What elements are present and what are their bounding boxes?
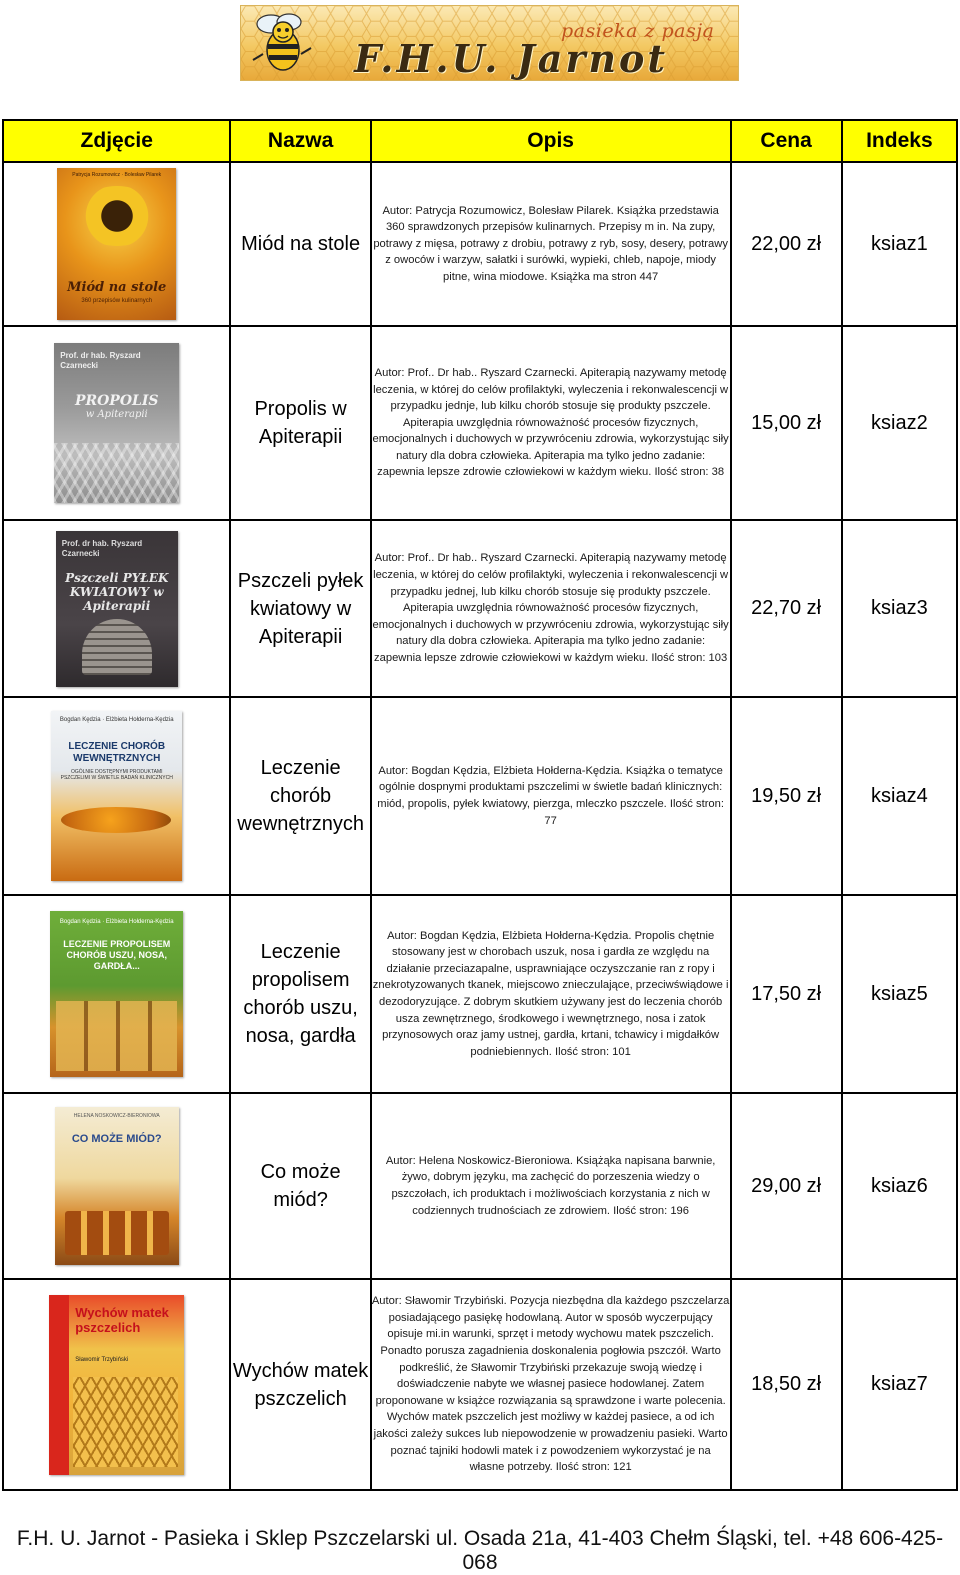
book-cover-image	[54, 343, 179, 503]
product-photo-cell	[3, 697, 230, 895]
product-name: Leczenie propolisem chorób uszu, nosa, gardła	[230, 895, 370, 1093]
propolis-illustration	[56, 1001, 177, 1071]
product-index: ksiaz5	[842, 895, 957, 1093]
product-name: Wychów matek pszczelich	[230, 1279, 370, 1490]
table-row	[3, 895, 957, 1093]
cover-author: Patrycja Rozumowicz · Bolesław Pilarek	[72, 172, 162, 178]
product-description: Autor: Bogdan Kędzia, Elżbieta Hołderna-Kędzia. Propolis chętnie stosowany jest w chorobach uszuk, nosa i gardła ze względu na działanie przeciazapalne, usprawniające oczyszczanie ran z ropy i znekrotyzowanych tkanek, miejscowo znieczulające, przeciwświądowe i dezodoryzujące. Z dobrym skutkiem używany jest do leczenia chorób usza zewnętrznego, środkowego i wewnętrznego, nosa i zatok przynosowych oraz jamy ustnej, gardła, krtani, tchawicy i migdałków podniebiennych. Ilość stron: 101	[371, 895, 731, 1093]
header-description: Opis	[371, 120, 731, 162]
cover-author: HELENA NOSKOWICZ-BIERONIOWA	[73, 1113, 160, 1119]
table-row	[3, 520, 957, 697]
header-name: Nazwa	[230, 120, 370, 162]
cover-author: Bogdan Kędzia · Elżbieta Hołderna-Kędzia	[59, 717, 174, 723]
product-photo-cell	[3, 1093, 230, 1279]
product-index: ksiaz2	[842, 326, 957, 520]
product-name: Co może miód?	[230, 1093, 370, 1279]
product-index: ksiaz1	[842, 162, 957, 326]
queen-cells-illustration	[73, 1377, 178, 1467]
cover-subtitle: OGÓLNIE DOSTĘPNYMI PRODUKTAMI PSZCZELIMI W ŚWIETLE BADAŃ KLINICZNYCH	[60, 769, 173, 781]
table-row	[3, 162, 957, 326]
product-index: ksiaz3	[842, 520, 957, 697]
product-photo-cell	[3, 520, 230, 697]
cover-title: LECZENIE CHORÓB WEWNĘTRZNYCH	[68, 741, 166, 764]
product-description: Autor: Helena Noskowicz-Bieroniowa. Książąka napisana barwnie, żywo, dobrym języku, ma zachęcić do porzeszenia wiedzy o pszczołach, ich produktach i możliwościach korzystania z nich w codziennych trudnościach ze zdrowiem. Ilość stron: 196	[371, 1093, 731, 1279]
product-price: 17,50 zł	[731, 895, 842, 1093]
product-index: ksiaz6	[842, 1093, 957, 1279]
cover-spine	[49, 1295, 69, 1475]
product-price: 22,00 zł	[731, 162, 842, 326]
product-description: Autor: Sławomir Trzybiński. Pozycja niezbędna dla każdego pszczelarza posiadającego pasiękę hodowlaną. Autor w sposób wyczerpujący opisuje mi.in warunki, sprzęt i metody wychowu matek pszczelich. Ponadto porusza zagadnienia doskonalenia pogłowia pszczół. Warto podkreślić, że Sławomir Trzybiński przekazuje swoją wiedzę i doświadczenie nabyte we własnej pasiece hodowlanej. Zatem proponowane w książce rozwiązania są sprawdzone i warte polecenia. Wychów matek pszczelich jest możliwy w każdej pasiece, a od ich jakości zależy sukces lub niepowodzenie w prowadzeniu pasieki. Warto poznać tajniki hodowli matek i z powodzeniem wykorzystać je na własne potrzeby. Ilość stron: 121	[371, 1279, 731, 1490]
header-price: Cena	[731, 120, 842, 162]
product-description: Autor: Patrycja Rozumowicz, Bolesław Pilarek. Książka przedstawia 360 sprawdzonych przepisów kulinarnych. Przepisy m in. Na zupy, potrawy z mięsa, potrawy z drobiu, potrawy z ryb, sosy, desery, potrawy z owoców i warzyw, sałatki i surówki, wypieki, chleb, napoje, miody pitne, wina miodowe. Książka ma stron 447	[371, 162, 731, 326]
cover-title: Pszczeli PYŁEK KWIATOWY w Apiterapii	[65, 570, 169, 613]
cover-author: Prof. dr hab. Ryszard Czarnecki	[60, 351, 141, 370]
header-photo: Zdjęcie	[3, 120, 230, 162]
cover-author: Bogdan Kędzia · Elżbieta Hołderna-Kędzia	[59, 919, 174, 925]
logo-slogan: pasieka z pasją	[561, 20, 715, 42]
book-cover-image	[57, 168, 176, 320]
book-cover-image	[51, 711, 182, 881]
cover-title: Miód na stole	[67, 280, 167, 295]
honey-jars-illustration	[65, 1211, 169, 1255]
book-cover-image	[49, 1295, 184, 1475]
honey-spoon-illustration	[61, 807, 171, 833]
product-index: ksiaz7	[842, 1279, 957, 1490]
product-index: ksiaz4	[842, 697, 957, 895]
cover-subtitle: w Apiterapii	[85, 409, 148, 420]
product-price: 18,50 zł	[731, 1279, 842, 1490]
product-photo-cell	[3, 162, 230, 326]
product-photo-cell	[3, 326, 230, 520]
cover-title: PROPOLIS	[74, 393, 159, 409]
table-row	[3, 326, 957, 520]
product-table	[2, 119, 958, 1491]
product-description: Autor: Prof.. Dr hab.. Ryszard Czarnecki. Apiterapią nazywamy metodę leczenia, w której do celów profilaktyki, wyleczenia i rekonwalescencji w przypadku jednje, lub kilku chorób stosuje się produkty pszczele. Apiterapia uwzględnia równoważność procesów fizycznych, emocjonalnych i duchowych w przywróceniu zdrowia, wykorzystując siły natury dla dobra człowieka. Apiterapia ma tylko jedno zadanie: zapewnia lepsze zdrowie człowiekowi w każdym wieku. Ilość stron: 38	[371, 326, 731, 520]
table-row	[3, 1279, 957, 1490]
book-cover-image	[56, 531, 178, 687]
beehive-illustration	[82, 619, 152, 675]
product-price: 22,70 zł	[731, 520, 842, 697]
book-cover-image	[55, 1107, 179, 1265]
product-name: Miód na stole	[230, 162, 370, 326]
cover-title: CO MOŻE MIÓD?	[71, 1133, 162, 1145]
sunflower-illustration	[75, 186, 159, 246]
product-price: 29,00 zł	[731, 1093, 842, 1279]
product-name: Leczenie chorób wewnętrznych	[230, 697, 370, 895]
table-row	[3, 1093, 957, 1279]
honeycomb-illustration	[54, 443, 179, 503]
table-row	[3, 697, 957, 895]
product-price: 15,00 zł	[731, 326, 842, 520]
logo-brand-name: F.H.U. Jarnot	[354, 36, 668, 81]
header-index: Indeks	[842, 120, 957, 162]
product-name: Propolis w Apiterapii	[230, 326, 370, 520]
cover-subtitle: 360 przepisów kulinarnych	[81, 298, 153, 304]
product-photo-cell	[3, 1279, 230, 1490]
cover-title: LECZENIE PROPOLISEM CHORÓB USZU, NOSA, GARDŁA...	[63, 939, 171, 971]
product-description: Autor: Bogdan Kędzia, Elżbieta Hołderna-Kędzia. Książka o tematyce ogólnie dospnymi produktami pszczelimi w świetle badań klinicznych: miód, propolis, pyłek kwiatowy, pierzga, mleczko pszczele. Ilość stron: 77	[371, 697, 731, 895]
company-logo	[240, 5, 739, 81]
table-header-row	[3, 120, 957, 162]
product-photo-cell	[3, 895, 230, 1093]
cover-title: Wychów matek pszczelich	[75, 1304, 169, 1335]
book-cover-image	[50, 911, 183, 1077]
product-name: Pszczeli pyłek kwiatowy w Apiterapii	[230, 520, 370, 697]
cover-author: Prof. dr hab. Ryszard Czarnecki	[61, 538, 143, 558]
company-contact-footer: F.H. U. Jarnot - Pasieka i Sklep Pszczelarski ul. Osada 21a, 41-403 Chełm Śląski, tel. +48 606-425-068	[16, 1527, 944, 1574]
cover-author: Sławomir Trzybiński	[75, 1356, 129, 1363]
product-price: 19,50 zł	[731, 697, 842, 895]
product-description: Autor: Prof.. Dr hab.. Ryszard Czarnecki. Apiterapią nazywamy metodę leczenia, w której do celów profilaktyki, wyleczenia i rekonwalescencji w przypadku jednej, lub kilku chorób stosuje się produkty pszczele. Apiterapia uwzględnia równoważność procesów fizycznych, emocjonalnych i duchowych w przywróceniu zdrowia, wykorzystując siły natury dla dobra człowieka. Apiterapia ma tylko jedno zadanie: zapewnia lepsze zdrowie człowiekowi w każdym wieku. Ilość stron: 103	[371, 520, 731, 697]
